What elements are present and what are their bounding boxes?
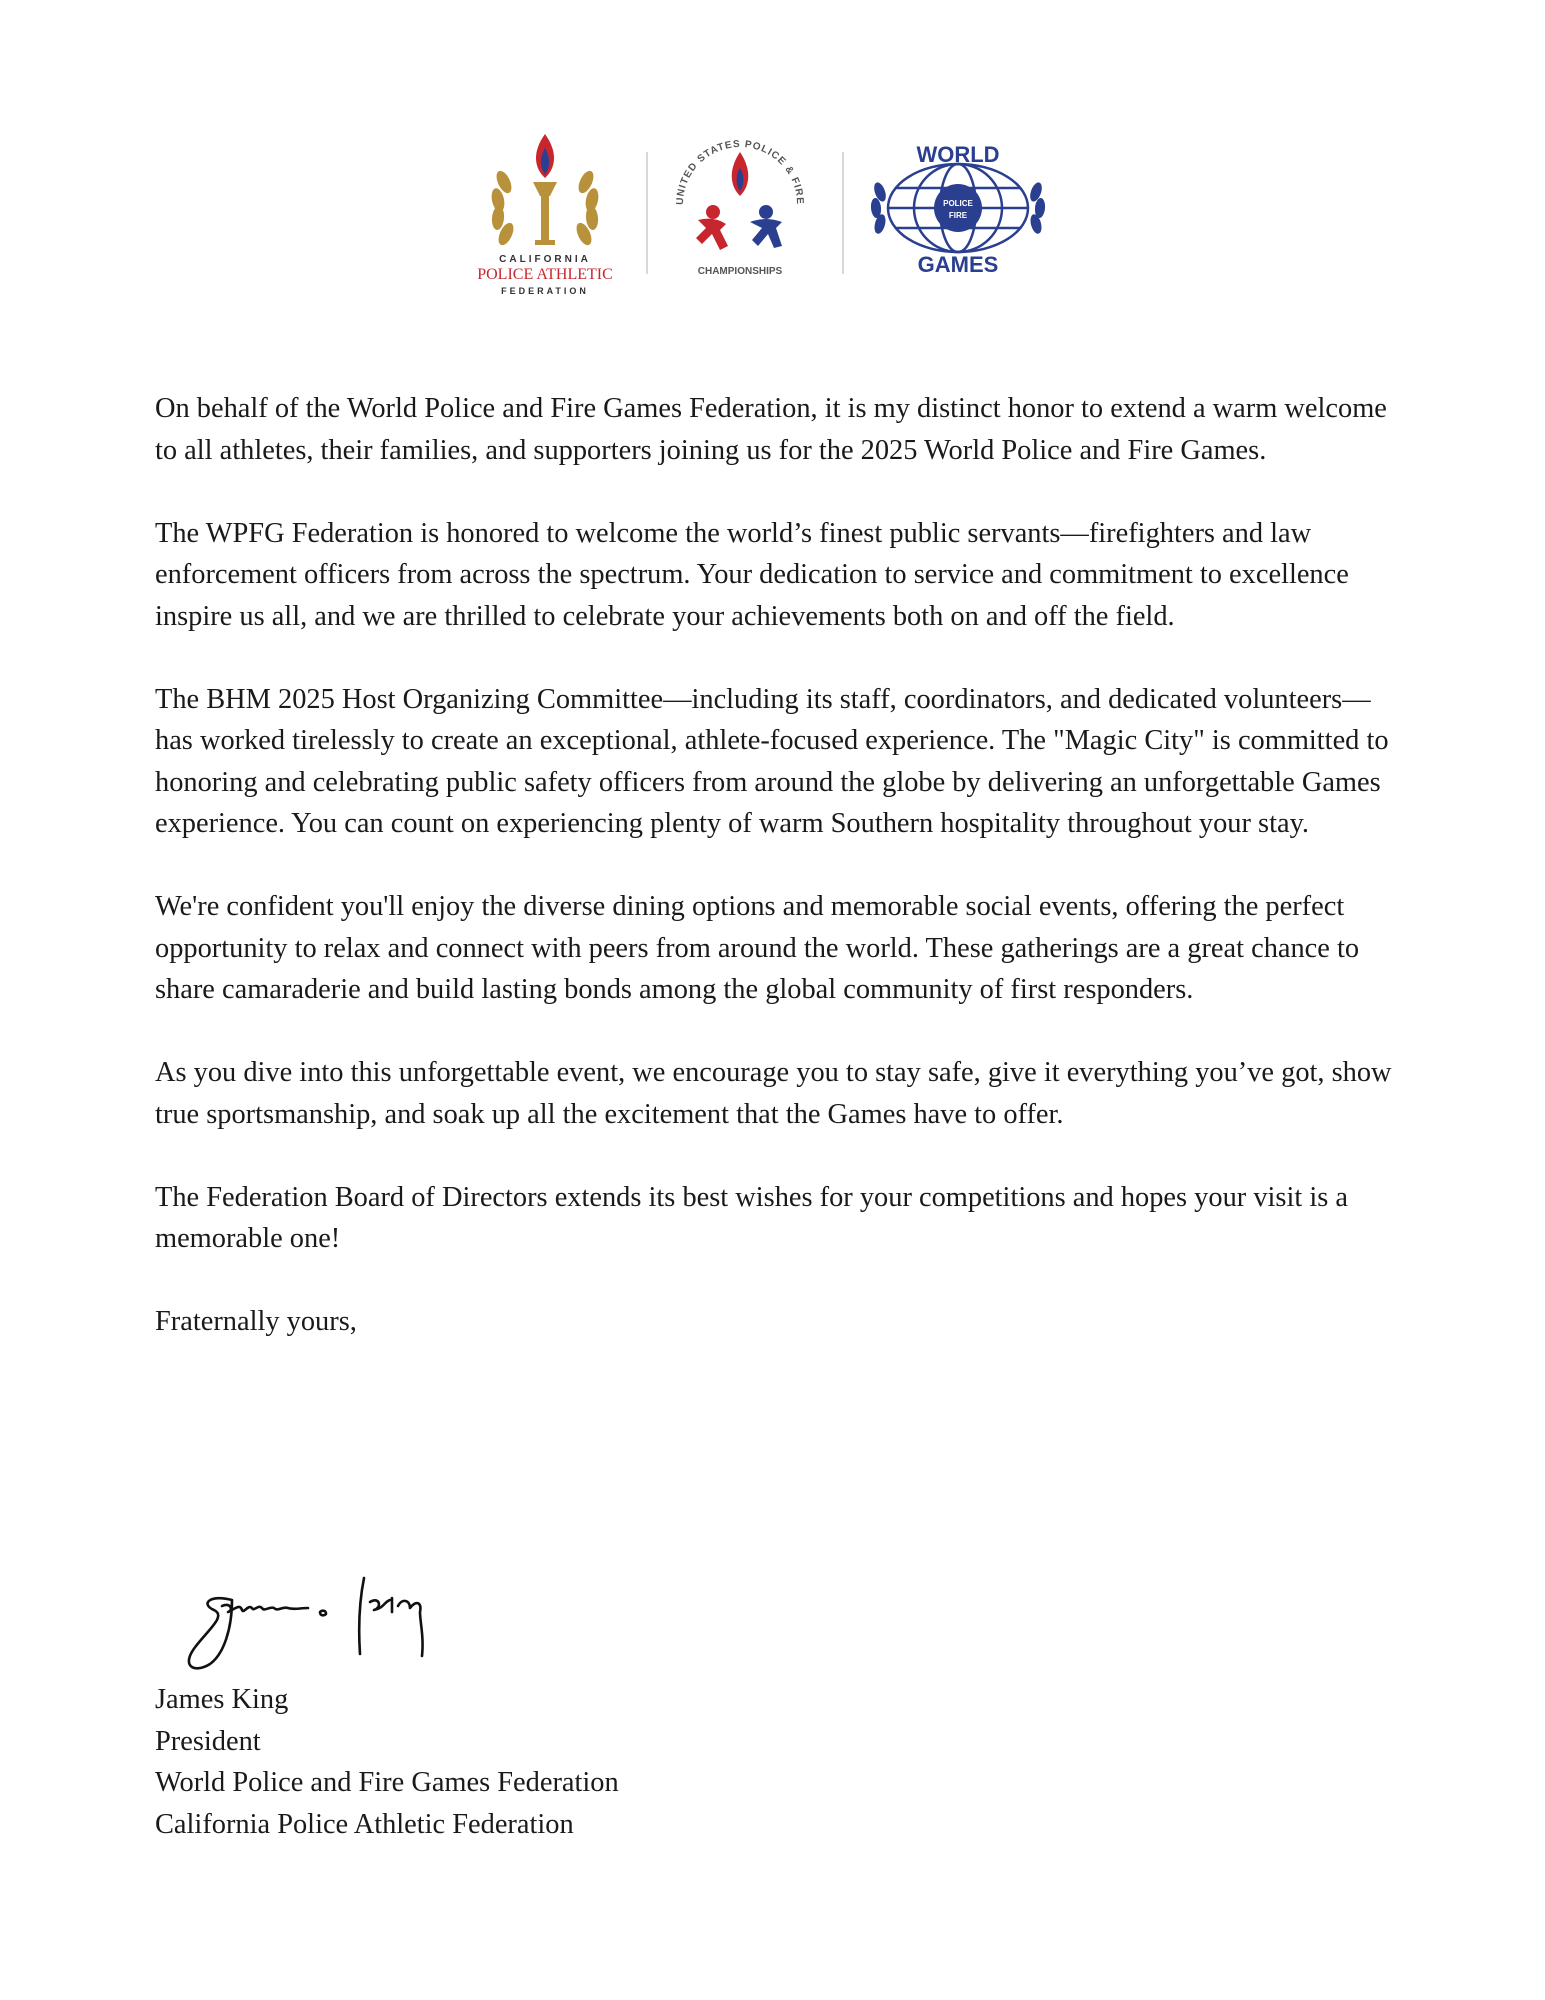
cpaf-line3: FEDERATION (501, 286, 589, 296)
wpfg-bottom-text: GAMES (917, 252, 999, 277)
runner-icon (696, 205, 728, 250)
signatory-title: President (155, 1725, 261, 1757)
runner-icon (750, 205, 782, 248)
letter-paragraph: As you dive into this unforgettable event, we encourage you to stay safe, give it everything you’ve got, show true sportsmanship, and soak up all the excitement that the Games have to offer. (155, 1057, 1392, 1130)
torch-icon (533, 182, 557, 196)
letter-paragraph: We're confident you'll enjoy the diverse dining options and memorable social events, offering the perfect opportunity to relax and connect with peers from around the world. These gatherings are a great chance to share camaraderie and build lasting bonds among the global community of first responders. (155, 891, 1360, 1005)
logo-divider (646, 152, 648, 274)
letter-paragraph: The WPFG Federation is honored to welcome the world’s finest public servants—firefighters and law enforcement officers from across the spectrum. Your dedication to service and commitment to excellence inspire us all, and we are thrilled to celebrate your achievements both on and off the field. (155, 517, 1349, 632)
signatory-org: California Police Athletic Federation (155, 1808, 574, 1840)
uspfc-logo (658, 112, 823, 302)
logo-strip (460, 112, 1080, 302)
wpfg-logo (858, 112, 1058, 302)
signatory-name: James King (155, 1684, 289, 1715)
wpfg-center-line2: FIRE (948, 211, 968, 220)
letter-body (155, 388, 1405, 1343)
letter-paragraph: The BHM 2025 Host Organizing Committee—including its staff, coordinators, and dedicated volunteers—has worked tirelessly to create an exceptional, athlete-focused experience. The "Magic City" is committed to honoring and celebrating public safety officers from around the globe by delivering an unforgettable Games experience. You can count on experiencing plenty of warm Southern hospitality throughout your stay. (155, 683, 1389, 839)
signatory-org: World Police and Fire Games Federation (155, 1767, 619, 1798)
letter-paragraph: The Federation Board of Directors extends its best wishes for your competitions and hopes your visit is a memorable one! (155, 1181, 1348, 1254)
uspfc-ring-text: UNITED STATES POLICE & FIRE (674, 138, 806, 206)
logo-divider (842, 152, 844, 274)
signature-block (155, 1679, 619, 1845)
uspfc-bottom-text: CHAMPIONSHIPS (697, 266, 783, 277)
wpfg-center-line1: POLICE (943, 199, 973, 208)
wpfg-top-text: WORLD (916, 142, 1000, 167)
cpaf-line2: POLICE ATHLETIC (477, 266, 613, 283)
handwritten-signature (170, 1568, 470, 1678)
cpaf-line1: CALIFORNIA (499, 254, 591, 265)
cpaf-logo (460, 112, 630, 302)
letter-paragraph: On behalf of the World Police and Fire Games Federation, it is my distinct honor to extend a warm welcome to all athletes, their families, and supporters joining us for the 2025 World Police and Fire Games. (155, 393, 1387, 466)
letter-closing: Fraternally yours, (155, 1306, 357, 1337)
